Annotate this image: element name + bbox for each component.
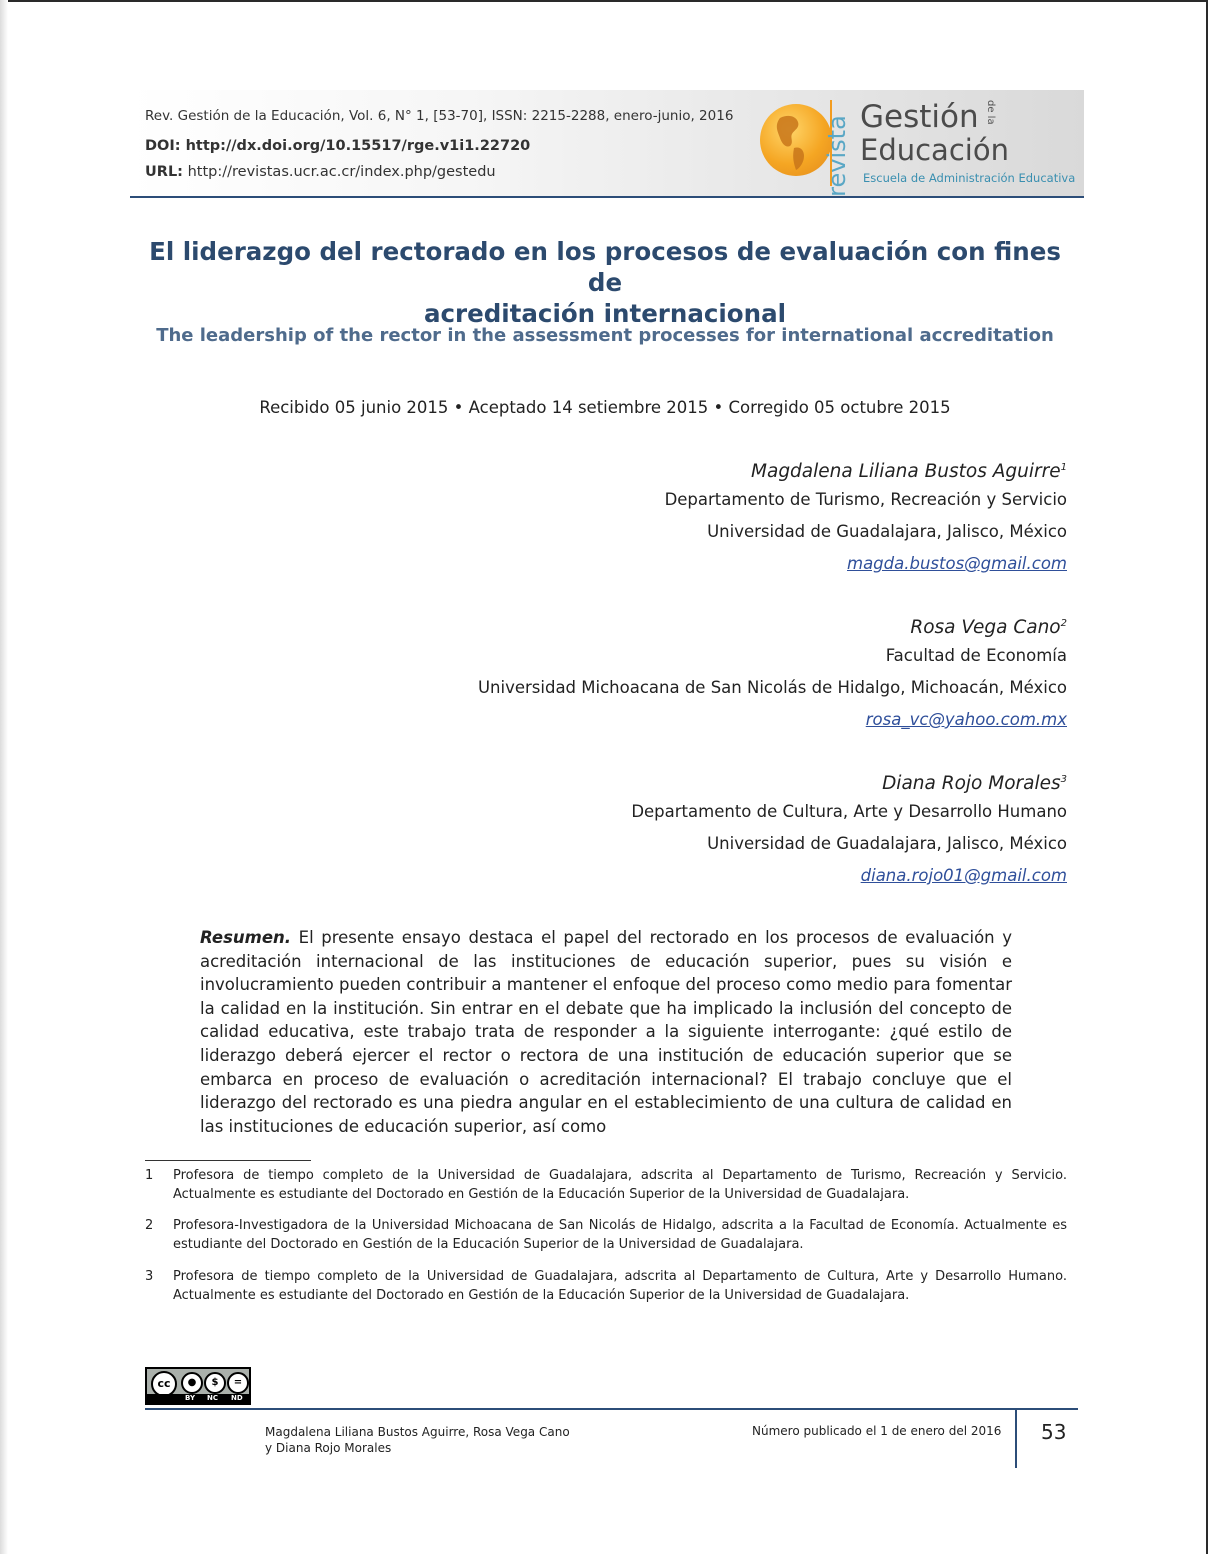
- license-by-label: BY: [185, 1394, 196, 1402]
- article-title: [130, 236, 1080, 329]
- author-university: Universidad de Guadalajara, Jalisco, México: [707, 834, 1067, 853]
- footnote: [145, 1216, 1067, 1254]
- logo-gestion: Gestión: [860, 99, 979, 135]
- url-label: URL:: [145, 164, 183, 180]
- license-nd-label: ND: [231, 1394, 243, 1402]
- footer-rule: [145, 1408, 1078, 1410]
- abstract: [200, 926, 1012, 1138]
- author-name: Rosa Vega Cano$^2$: [910, 617, 1067, 639]
- footnote-text: Profesora-Investigadora de la Universidad Michoacana de San Nicolás de Hidalgo, adscrita a la Facultad de Economía. Actualmente es estudiante del Doctorado en Gestión de la Educación Superior de la Universidad de Guadalajara.: [173, 1218, 1067, 1252]
- page-number: 53: [1041, 1420, 1067, 1444]
- author-department: Facultad de Economía: [885, 646, 1067, 665]
- author-block: [367, 764, 1067, 892]
- url-link[interactable]: http://revistas.ucr.ac.cr/index.php/gestedu: [187, 164, 496, 180]
- footnote-text: Profesora de tiempo completo de la Universidad de Guadalajara, adscrita al Departamento de Turismo, Recreación y Servicio. Actualmente es estudiante del Doctorado en Gestión de la Educación Superior de la Universidad de Guadalajara.: [173, 1168, 1067, 1202]
- author-block: [367, 452, 1067, 580]
- license-strip: [147, 1394, 249, 1403]
- article-dates: Recibido 05 junio 2015 • Aceptado 14 setiembre 2015 • Corregido 05 octubre 2015: [259, 398, 951, 417]
- by-icon: ●: [181, 1372, 203, 1394]
- footnote-number: 1: [145, 1168, 154, 1183]
- globe-icon: [760, 104, 832, 176]
- footer-authors: [265, 1424, 585, 1456]
- abstract-text: El presente ensayo destaca el papel del rectorado en los procesos de evaluación y acreditación internacional de las instituciones de educación superior, pues su visión e involucramiento pueden contribuir a mantener el enfoque del proceso como medio para fomentar la calidad en la institución. Sin entrar en el debate que ha implicado la inclusión del concepto de calidad educativa, este trabajo trata de responder a la siguiente interrogante: ¿qué estilo de liderazgo deberá ejercer el rector o rectora de una institución de educación superior que se embarca en proceso de evaluación o acreditación internacional? El trabajo concluye que el liderazgo del rectorado es una piedra angular en el establecimiento de una cultura de calidad en las instituciones de educación superior, así como: [200, 928, 1012, 1136]
- author-name: Magdalena Liliana Bustos Aguirre$^1$: [751, 461, 1067, 483]
- footer-authors-line2: y Diana Rojo Morales: [265, 1441, 392, 1455]
- author-university: Universidad Michoacana de San Nicolás de Hidalgo, Michoacán, México: [477, 678, 1067, 697]
- author-university: Universidad de Guadalajara, Jalisco, México: [707, 522, 1067, 541]
- article-title-line1: El liderazgo del rectorado en los procesos de evaluación con fines de: [149, 237, 1061, 297]
- nc-icon: $: [204, 1372, 226, 1394]
- creative-commons-badge[interactable]: [145, 1367, 251, 1405]
- author-footnote-ref: 3: [1060, 774, 1067, 785]
- footnote-text: Profesora de tiempo completo de la Universidad de Guadalajara, adscrita al Departamento de Cultura, Arte y Desarrollo Humano. Actualmente es estudiante del Doctorado en Gestión de la Educación Superior de la Universidad de Guadalajara.: [173, 1269, 1067, 1303]
- page-edge-left: [0, 0, 8, 1554]
- page-edge-top: [0, 0, 1208, 2]
- article-subtitle: The leadership of the rector in the assessment processes for international accreditation: [156, 325, 1054, 346]
- footer-divider: [1015, 1410, 1017, 1468]
- article-title-line2: acreditación internacional: [423, 299, 786, 328]
- license-nc-label: NC: [207, 1394, 218, 1402]
- citation-line: Rev. Gestión de la Educación, Vol. 6, N° 1, [53-70], ISSN: 2215-2288, enero-junio, 2016: [145, 108, 734, 124]
- logo-de-la: de la: [985, 100, 996, 125]
- author-name: Diana Rojo Morales$^3$: [882, 773, 1067, 795]
- nd-icon: =: [227, 1372, 249, 1394]
- footer-published-date: Número publicado el 1 de enero del 2016: [752, 1424, 1002, 1438]
- author-department: Departamento de Turismo, Recreación y Servicio: [664, 490, 1067, 509]
- footnote-number: 2: [145, 1218, 154, 1233]
- author-footnote-ref: 2: [1060, 618, 1067, 629]
- abstract-lead: Resumen.: [200, 928, 292, 947]
- logo-escuela: Escuela de Administración Educativa: [863, 171, 1076, 185]
- url-line: [145, 164, 496, 180]
- author-email-link[interactable]: diana.rojo01@gmail.com: [860, 866, 1067, 885]
- author-email-link[interactable]: rosa_vc@yahoo.com.mx: [865, 710, 1067, 729]
- doi-link[interactable]: DOI: http://dx.doi.org/10.15517/rge.v1i1.22720: [145, 138, 531, 154]
- journal-logo: [760, 98, 1080, 197]
- logo-revista: revista: [823, 115, 851, 197]
- logo-educacion: Educación: [860, 133, 1009, 167]
- footnote-number: 3: [145, 1269, 154, 1284]
- author-email-link[interactable]: magda.bustos@gmail.com: [847, 554, 1067, 573]
- footer-authors-line1: Magdalena Liliana Bustos Aguirre, Rosa Vega Cano: [265, 1425, 570, 1439]
- author-list: [367, 452, 1067, 920]
- author-footnote-ref: 1: [1060, 462, 1067, 473]
- footnote-rule: [145, 1160, 311, 1161]
- cc-icon: cc: [151, 1371, 177, 1397]
- footnote: [145, 1267, 1067, 1305]
- author-department: Departamento de Cultura, Arte y Desarrollo Humano: [631, 802, 1067, 821]
- footnote: [145, 1166, 1067, 1204]
- journal-header: [130, 90, 1084, 198]
- author-block: [367, 608, 1067, 736]
